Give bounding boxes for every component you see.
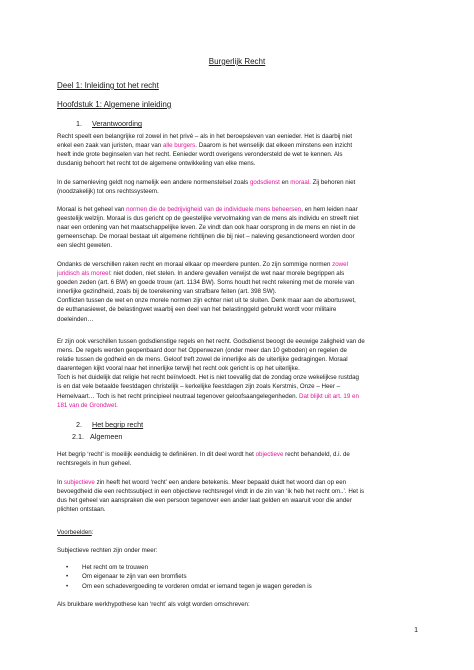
text-segment: Subjectieve rechten zijn onder meer: [57, 547, 158, 554]
paragraph [57, 600, 422, 609]
text-segment: , en hem leiden naar [301, 206, 358, 213]
text-line [57, 205, 422, 214]
text-line [57, 278, 422, 287]
section-label: Het begrip recht [92, 420, 144, 429]
text-segment: zin heeft het woord ‘recht’ een andere betekenis. Meer bepaald duidt het woord dan op een [94, 479, 347, 486]
highlighted-text: godsdienst [249, 179, 280, 186]
section-number: 2.1. [72, 432, 84, 441]
text-segment: Ondanks de verschillen raken recht en moraal elkaar op meerdere punten. Zo zijn sommige normen [57, 261, 333, 268]
paragraph [57, 260, 422, 324]
text-segment: . Daarom is het wenselijk dat elkeen minstens een inzicht [195, 142, 353, 150]
text-segment: een slecht geweten. [57, 242, 113, 250]
highlighted-text: moraal [290, 179, 310, 186]
bullet-icon: • [66, 582, 69, 590]
text-segment: Conflicten tussen de wet en onze morele normen zijn echter niet uit te sluiten. Denk maar aan de abortuswet, [57, 297, 356, 305]
text-line [57, 141, 422, 150]
text-segment: is en dat vele betaalde feestdagen christelijk – kerkelijke feestdagen zijn zoals Kerstmis, Onze – Heer – [57, 383, 341, 391]
text-line [57, 401, 422, 410]
text-segment: heeft inde grote beginselen van het recht. Eenieder wordt overigens verondersteld de wet te kennen. Als [57, 151, 343, 159]
text-line [57, 260, 422, 269]
text-line [57, 382, 422, 391]
text-line [57, 459, 422, 468]
list-item [57, 582, 417, 591]
text-segment: Het begrip ‘recht’ is moeilijk eenduidig te definiëren. In dit deel wordt het [57, 451, 256, 458]
text-line [57, 487, 422, 496]
text-line [57, 150, 422, 159]
highlighted-text: normen die de bedrijvigheid van de individuele mens beheersen [126, 206, 302, 213]
text-line [57, 241, 422, 250]
list-item-text: Het recht om te trouwen [82, 564, 149, 571]
text-segment: . Zij behoren niet [309, 179, 356, 186]
text-line [57, 132, 422, 141]
list-item [57, 572, 417, 581]
text-line [57, 315, 422, 324]
text-line [57, 337, 422, 346]
text-segment: goeden zeden (art. 6 BW) en goede trouw (art. 1134 BW). Soms houdt het recht rekening met de morele van [57, 279, 355, 287]
highlighted-text: Dat blijkt uit art. 19 en [299, 392, 359, 400]
paragraph [57, 337, 422, 410]
text-segment: naar een ordening van het maatschappelijke leven. Ze vindt dan ook haar oorsprong in de mens en niet in de [57, 224, 356, 232]
paragraph [57, 450, 422, 468]
subsection-heading [72, 432, 122, 441]
section-label: Verantwoording [92, 119, 142, 128]
text-segment: Hemelvaart… Toch is het recht principieel neutraal tegenover geloofsaangelegenheden. [57, 392, 300, 400]
section-heading-2 [76, 420, 143, 429]
text-segment: innerlijke gezindheid, zoals bij de toerekening van strafbare feiten (art. 398 SW). [57, 288, 277, 296]
text-segment: Als bruikbare werkhypothese kan ‘recht’ als volgt worden omschreven: [57, 601, 250, 608]
text-line [57, 305, 422, 314]
highlighted-text: objectieve [255, 451, 284, 458]
text-segment: In de samenleving geldt nog namelijk een andere normenstelsel zoals [57, 179, 250, 186]
text-line [57, 600, 422, 609]
text-line [57, 450, 422, 459]
text-segment: geestelijk welzijn. Moraal is dus gericht op de geestelijke vervolmaking van de mens als individu en streeft niet [57, 215, 359, 223]
text-line [57, 232, 422, 241]
text-line [57, 373, 422, 382]
text-segment: In [57, 479, 64, 486]
bullet-icon: • [66, 564, 69, 571]
text-segment: Er zijn ook verschillen tussen godsdienstige regels en het recht. Godsdienst beoogt de eeuwige zaligheid van de [57, 338, 365, 345]
text-line [57, 187, 422, 196]
part-heading: Deel 1: Inleiding tot het recht [57, 81, 159, 90]
text-line [57, 214, 422, 223]
text-line [57, 178, 422, 187]
text-line [57, 296, 422, 305]
text-line [57, 355, 422, 364]
text-line [57, 223, 422, 232]
paragraph [57, 178, 422, 196]
text-segment: (noodzakelijk) tot ons rechtssysteem. [57, 188, 159, 196]
text-segment: de euthanasiewet, de belastingwet waarbij een deel van het belastinggeld gebruikt wordt voor militaire [57, 306, 337, 314]
text-segment: dusdanig behoort het recht tot de algemene ontwikkeling van elke mens. [57, 160, 256, 168]
text-segment: recht behandeld, d.i. de [283, 451, 350, 458]
text-segment: relatie tussen de godheid en de mens. Geloof treft zowel de innerlijke als de uiterlijke gedragingen. Moraal [57, 356, 348, 364]
text-segment: rechtsregels in hun geheel. [57, 460, 132, 468]
paragraph [57, 528, 422, 537]
section-number: 1. [76, 119, 82, 128]
text-segment: : [91, 529, 94, 536]
section-number: 2. [76, 420, 82, 429]
bullet-list [57, 563, 417, 591]
text-line [57, 346, 422, 355]
highlighted-text: 181 van de Grondwet. [57, 401, 118, 409]
paragraph [57, 546, 422, 555]
paragraph [57, 478, 422, 514]
section-heading-1 [76, 119, 142, 128]
text-segment: Recht speelt een belangrijke rol zowel in het privé – als in het beroepsleven van eenieder. Het is daarbij niet [57, 133, 353, 140]
list-item [57, 563, 417, 572]
text-segment: gemeenschap. De moraal bestaat uit algemene richtlijnen die bij niet – naleving gesanctioneerd worden door [57, 233, 355, 241]
text-line [57, 269, 422, 278]
underlined-text: Voorbeelden [57, 529, 92, 536]
text-line [57, 546, 422, 555]
text-line [57, 496, 422, 505]
text-line [57, 364, 422, 373]
text-line [57, 287, 422, 296]
page-number: 1 [414, 627, 418, 634]
paragraph [57, 205, 422, 250]
text-segment: Moraal is het geheel van [57, 206, 127, 213]
text-line [57, 528, 422, 537]
text-segment: Toch is het duidelijk dat religie het recht beïnvloedt. Het is niet toevallig dat de zondag onze wekelijkse rustdag [57, 374, 359, 382]
text-segment: mens. De regels werden geopenbaard door het Opperwezen (onder meer dan 10 geboden) en regelen de [57, 347, 347, 355]
document-title: Burgerlijk Recht [208, 57, 266, 66]
highlighted-text: alle burgers [162, 142, 196, 150]
text-segment: en [279, 179, 291, 186]
text-line [57, 159, 422, 168]
text-line [57, 392, 422, 401]
text-segment: : niet doden, niet stelen. In andere gevallen verwijst de wet naar morele begrippen als [109, 270, 345, 278]
text-segment: daarentegen kijkt vooral naar het innerlijke terwijl het recht ook gericht is op het uiterlijke. [57, 365, 300, 373]
list-item-text: Om eigenaar te zijn van een bromfiets [82, 573, 187, 581]
list-item-text: Om een schadevergoeding te vorderen omdat er iemand tegen je wagen gereden is [82, 582, 312, 590]
chapter-heading: Hoofdstuk 1: Algemene inleiding [57, 100, 172, 109]
paragraph [57, 132, 422, 168]
section-label: Algemeen [90, 432, 123, 441]
text-line [57, 505, 422, 514]
highlighted-text: zowel [332, 261, 348, 268]
text-line [57, 478, 422, 487]
text-segment: bevoegdheid die een rechtssubject in een objectieve rechtsregel vindt in de zin van ‘ik heb het recht om..’. Het is [57, 488, 365, 496]
text-segment: doeleinden… [57, 315, 94, 323]
text-segment: enkel een zaak van juristen, maar van [57, 142, 163, 150]
highlighted-text: juridisch als moreel [57, 270, 110, 278]
bullet-icon: • [66, 573, 69, 581]
highlighted-text: subjectieve [63, 479, 95, 486]
text-segment: plichten ontstaan. [57, 506, 106, 514]
text-segment: dus het geheel van aanspraken die een persoon tegenover een ander laat gelden en waaruit voor die ander [57, 497, 352, 505]
